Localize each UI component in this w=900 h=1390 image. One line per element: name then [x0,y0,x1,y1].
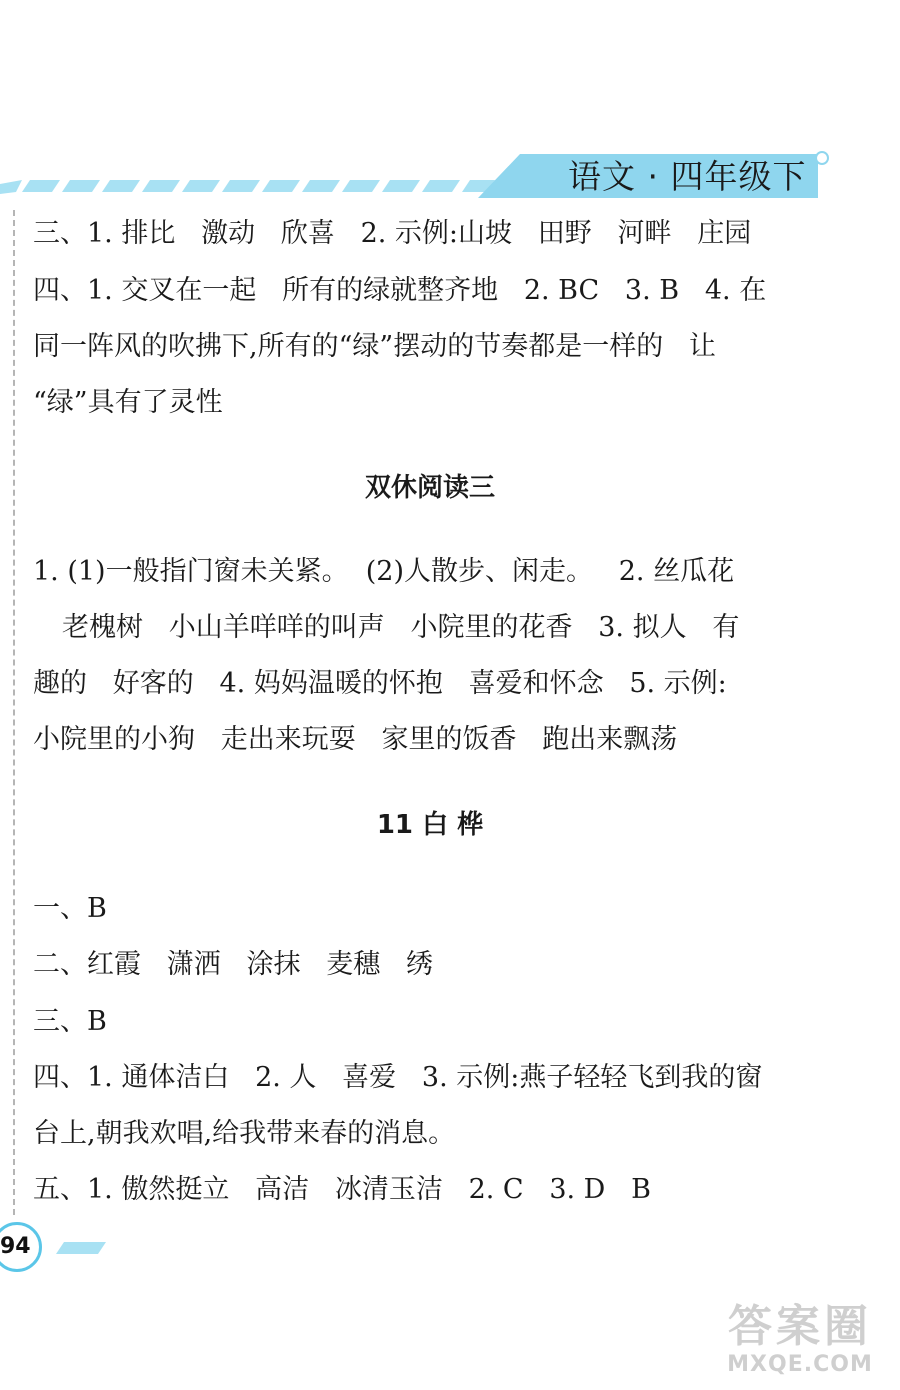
watermark [710,1302,890,1382]
header-title: 语文 · 四年级下 [568,157,807,196]
answer-line: 老槐树 小山羊咩咩的叫声 小院里的花香 3. 拟人 有 [62,612,740,643]
section-heading: 11 白 桦 [376,810,484,840]
answer-line: 五、1. 傲然挺立 高洁 冰清玉洁 2. C 3. D B [33,1174,651,1205]
answer-line: 1. (1)一般指门窗未关紧。 (2)人散步、闲走。 2. 丝瓜花 [33,556,735,587]
watermark-url: MXQE.COM [727,1352,873,1377]
footer-stripe [56,1238,106,1258]
answer-line: 趣的 好客的 4. 妈妈温暖的怀抱 喜爱和怀念 5. 示例: [33,668,727,699]
page-number: 94 [0,1234,31,1259]
margin-rule [13,210,15,1215]
answer-line: 台上,朝我欢唱,给我带来春的消息。 [33,1118,456,1149]
answer-line: “绿”具有了灵性 [33,387,223,418]
answer-line: 二、红霞 潇洒 涂抹 麦穗 绣 [33,949,433,980]
answer-line: 四、1. 通体洁白 2. 人 喜爱 3. 示例:燕子轻轻飞到我的窗 [33,1062,763,1093]
answer-line: 同一阵风的吹拂下,所有的“绿”摆动的节奏都是一样的 让 [33,331,716,362]
answer-line: 一、B [33,893,107,924]
answer-line: 四、1. 交叉在一起 所有的绿就整齐地 2. BC 3. B 4. 在 [33,275,767,306]
answer-line: 三、B [33,1006,107,1037]
answer-line: 小院里的小狗 走出来玩耍 家里的饭香 跑出来飘荡 [33,724,678,755]
section-heading: 双休阅读三 [364,473,495,503]
answer-line: 三、1. 排比 激动 欣喜 2. 示例:山坡 田野 河畔 庄园 [33,218,752,249]
watermark-text: 答案圈 [728,1301,872,1352]
